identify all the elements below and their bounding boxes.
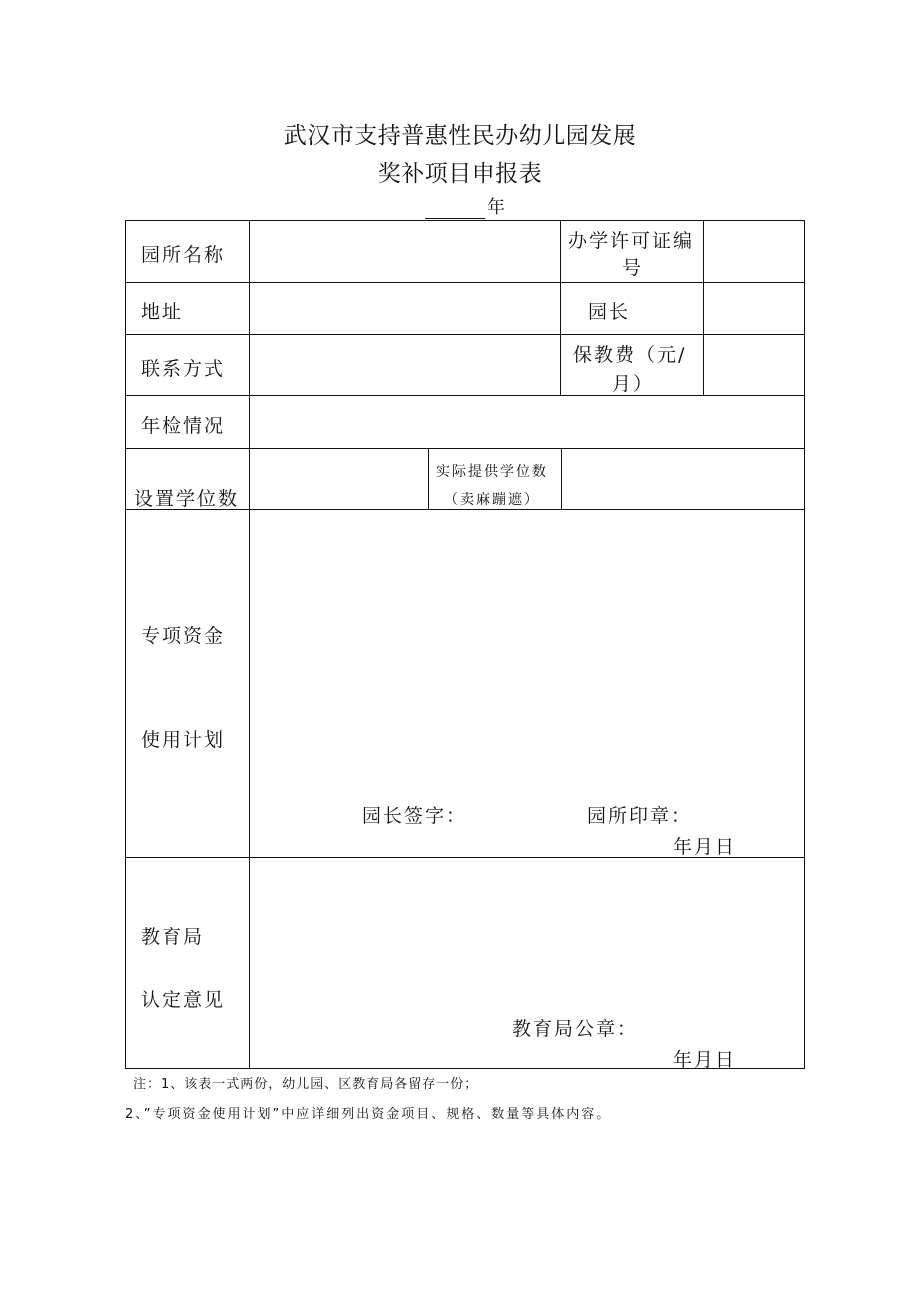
actual-seats-label-line-1: 实际提供学位数 (436, 464, 548, 480)
principal-label: 园长 (588, 301, 631, 323)
contact-label: 联系方式 (141, 358, 226, 380)
year-label: 年 (487, 197, 505, 218)
actual-seats-field[interactable] (563, 450, 802, 507)
fee-field[interactable] (705, 336, 802, 393)
actual-seats-label-line-2: （卖麻蹦遮） (444, 492, 540, 508)
principal-signature-label: 园长签字： (362, 805, 468, 827)
education-bureau-label-line-2: 认定意见 (141, 989, 226, 1011)
fund-plan-label-line-2: 使用计划 (141, 729, 226, 751)
annual-inspection-field[interactable] (251, 397, 802, 446)
row-divider (126, 395, 804, 396)
column-divider (428, 448, 429, 509)
column-divider (703, 221, 704, 395)
kindergarten-name-field[interactable] (251, 223, 558, 280)
address-label: 地址 (141, 301, 184, 323)
kindergarten-seal-label: 园所印章： (587, 805, 693, 827)
license-number-label-line-2: 号 (622, 257, 644, 279)
note-line-2: 2、”专项资金使用计划”中应详细列出资金项目、规格、数量等具体内容。 (125, 1107, 612, 1122)
fund-plan-label-line-1: 专项资金 (141, 625, 226, 647)
license-number-field[interactable] (705, 223, 802, 280)
row-divider (126, 448, 804, 449)
education-bureau-opinion-field[interactable] (251, 859, 802, 1009)
contact-field[interactable] (251, 336, 558, 393)
column-divider (561, 448, 562, 509)
document-title-line-1: 武汉市支持普惠性民办幼儿园发展 (283, 123, 637, 149)
note-line-1: 注：1、该表一式两份，幼儿园、区教育局各留存一份； (133, 1077, 479, 1092)
fund-plan-field[interactable] (251, 511, 802, 791)
principal-field[interactable] (705, 284, 802, 332)
kindergarten-name-label: 园所名称 (141, 244, 226, 266)
set-seats-field[interactable] (251, 450, 426, 507)
annual-inspection-label: 年检情况 (141, 415, 226, 437)
fee-label-line-2: 月） (612, 373, 655, 395)
document-title-line-2: 奖补项目申报表 (377, 161, 543, 187)
column-divider (249, 221, 250, 1068)
license-number-label-line-1: 办学许可证编 (568, 230, 695, 252)
date-label: 年月日 (673, 1049, 737, 1071)
year-field[interactable] (425, 193, 505, 219)
address-field[interactable] (251, 284, 558, 332)
fee-label-line-1: 保教费（元/ (573, 344, 687, 366)
application-form-table (125, 220, 805, 1069)
column-divider (560, 221, 561, 395)
date-label: 年月日 (673, 836, 737, 858)
year-blank[interactable] (425, 200, 485, 219)
set-seats-label: 设置学位数 (134, 488, 240, 510)
education-bureau-label-line-1: 教育局 (141, 926, 205, 948)
education-bureau-seal-label: 教育局公章： (512, 1018, 639, 1040)
